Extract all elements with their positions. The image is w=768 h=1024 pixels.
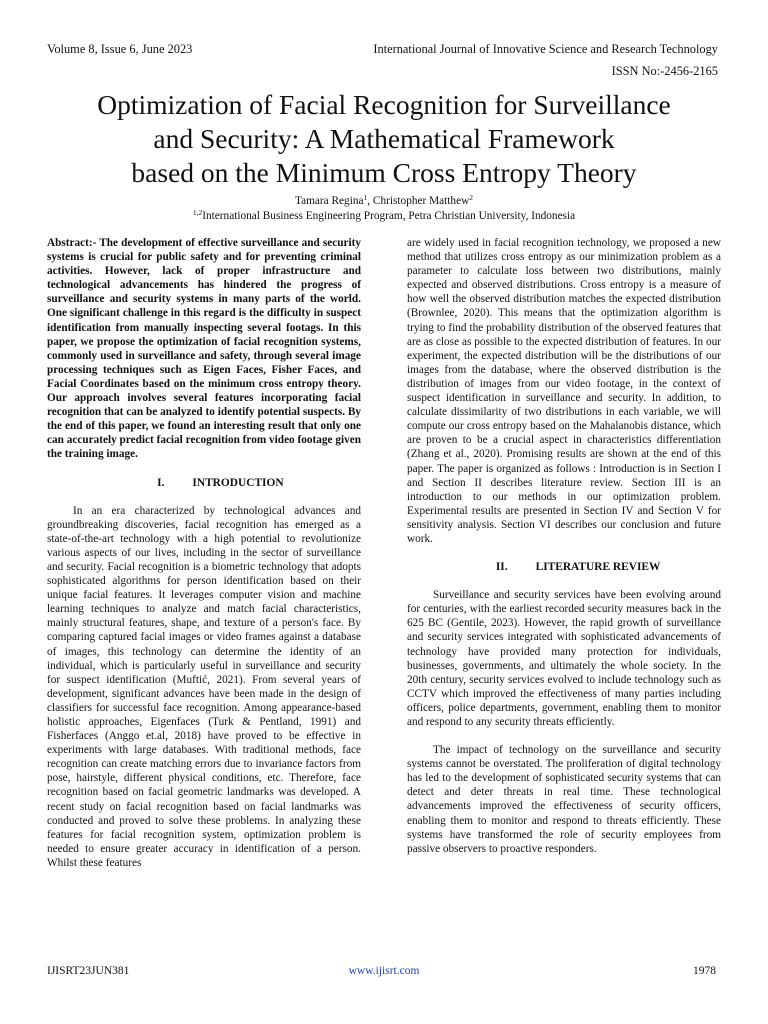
volume-issue: Volume 8, Issue 6, June 2023 bbox=[47, 42, 193, 56]
title-line-3: based on the Minimum Cross Entropy Theory bbox=[131, 157, 637, 188]
issn: ISSN No:-2456-2165 bbox=[611, 64, 718, 78]
author-separator: , bbox=[367, 195, 373, 207]
section-heading-introduction bbox=[47, 476, 361, 490]
introduction-continuation: are widely used in facial recognition technology, we proposed a new method that utilizes cross entropy as our minimization problem as a parameter to calculate loss between two distributions, mainly expected and observed distributions. Cross entropy is a measure of how well the observed distribution matches the expected distribution (Brownlee, 2020). This means that the optimization algorithm is trying to find the probability distribution of the observed features that are as close as possible to the expected distribution of features. In our experiment, the expected distribution will be the distributions of our images from the database, where the observed distribution is the distribution of images from our video footage, in the context of suspect identification in surveillance and security. In addition, to calculate dissimilarity of two distributions in each variable, we will compute our cross entropy based on the Mahalanobis distance, which are proven to be a crucial aspect in characteristics differentiation (Zhang et al., 2020). Promising results are shown at the end of this paper. The paper is organized as follows : Introduction is in Section I and Section II describes literature review. Section III is an introduction to our methods in our optimization problem. Experimental results are presented in Section IV and Section V for sensitivity analysis. Section VI describes our conclusion and future work. bbox=[407, 237, 721, 545]
title-line-1: Optimization of Facial Recognition for Surveillance bbox=[97, 89, 671, 120]
journal-name: International Journal of Innovative Science and Research Technology bbox=[373, 42, 718, 56]
section-title: LITERATURE REVIEW bbox=[535, 561, 661, 574]
affiliation-marker: 1,2 bbox=[192, 208, 203, 217]
right-column bbox=[407, 236, 721, 856]
journal-website-link[interactable]: www.ijisrt.com bbox=[348, 965, 420, 977]
page-number: 1978 bbox=[693, 965, 716, 977]
affiliation-text: International Business Engineering Program, Petra Christian University, Indonesia bbox=[202, 210, 576, 222]
section-heading-literature-review bbox=[407, 560, 721, 574]
paper-id: IJISRT23JUN381 bbox=[47, 965, 130, 977]
author-list bbox=[0, 195, 768, 207]
literature-paragraph-1: Surveillance and security services have been evolving around for centuries, with the earliest recorded security measures back in the 625 BC (Gentile, 2023). However, the rapid growth of surveillance and security services integrated with sophisticated advancements of technology have provided many protection for individuals, businesses, governments, and ultimately the whole society. In the 20th century, security services evolved to include technology such as CCTV which improved the effectiveness of many parties including officers, police departments, government, enabling them to monitor and respond to any security threats efficiently. bbox=[407, 589, 721, 728]
author-1-affil-marker: 1 bbox=[363, 193, 368, 202]
section-number: II. bbox=[495, 561, 508, 574]
abstract: Abstract:- The development of effective surveillance and security systems is crucial for public safety and for preventing criminal activities. However, lack of proper infrastructure and technological advancements has hindered the progress of surveillance and security systems in many parts of the world. One significant challenge in this regard is the difficulty in suspect identification from manually inspecting several footags. In this paper, we propose the optimization of facial recognition systems, commonly used in surveillance and safety, through several image processing techniques such as Eigen Faces, Fisher Faces, and Facial Coordinates based on the minimum cross entropy theory. Our approach involves several features incorporating facial recognition that can be analyzed to identify potential suspects. By the end of this paper, we found an interesting result that only one can accurately predict facial recognition from video footage given the training image. bbox=[47, 237, 361, 461]
author-2-affil-marker: 2 bbox=[469, 193, 473, 202]
author-2: Christopher Matthew bbox=[372, 195, 470, 207]
title-line-2: and Security: A Mathematical Framework bbox=[153, 123, 615, 154]
author-1: Tamara Regina bbox=[294, 195, 364, 207]
literature-paragraph-2: The impact of technology on the surveillance and security systems cannot be overstated. The proliferation of digital technology has led to the development of sophisticated security systems that can detect and deter threats in real time. These technological advancements improved the effectiveness of security officers, enabling them to monitor and respond to threats efficiently. These systems have transformed the role of security employees from passive observers to proactive responders. bbox=[407, 744, 721, 855]
introduction-paragraph: In an era characterized by technological advances and groundbreaking discoveries, facial recognition has emerged as a state-of-the-art technology with a high potential to revolutionize various aspects of our lives, including in the sector of surveillance and security. Facial recognition is a biometric technology that adopts sophisticated algorithms for person identification based on their unique facial features. It leverages computer vision and machine learning techniques to analyze and match facial characteristics, mainly structural features, shape, and texture of a person's face. By comparing captured facial images or video frames against a database of images, this technology can determine the identity of an individual, which is particularly useful in surveillance and security for suspect identification (Muftić, 2021). From several years of development, significant advances have been made in the design of classifiers for successful face recognition. Among appearance-based holistic approaches, Eigenfaces (Turk & Pentland, 1991) and Fisherfaces (Anggo et.al, 2018) have proved to be effective in experiments with large databases. With traditional methods, face recognition can create matching errors due to invariance factors from pose, hairstyle, different physical conditions, etc. Therefore, face recognition based on facial geometric landmarks was developed. A recent study on facial recognition based on facial landmarks was conducted and proved to solve these problems. In analyzing these features for facial recognition system, optimization problem is needed to ensure greater accuracy in identification of a person. Whilst these features bbox=[47, 504, 361, 869]
affiliation bbox=[0, 210, 768, 222]
section-title: INTRODUCTION bbox=[192, 476, 284, 489]
paper-title bbox=[30, 88, 738, 190]
left-column bbox=[47, 236, 361, 870]
section-number: I. bbox=[157, 476, 165, 489]
